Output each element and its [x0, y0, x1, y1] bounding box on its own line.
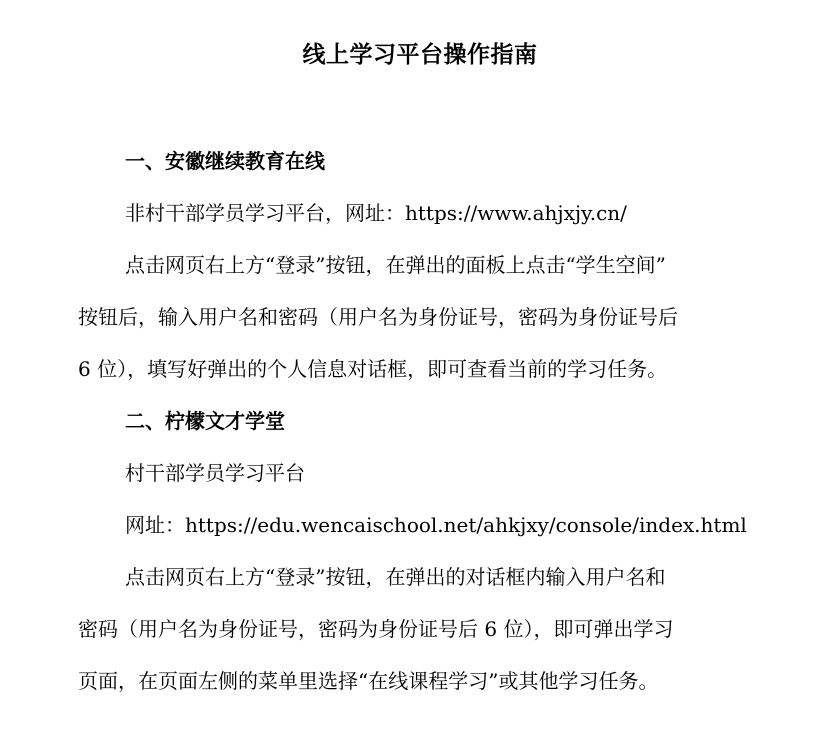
section-heading-wencai: 二、柠檬文才学堂	[125, 409, 285, 433]
paragraph-line: 密码（用户名为身份证号，密码为身份证号后 6 位），即可弹出学习	[78, 617, 674, 641]
paragraph-line: 6 位），填写好弹出的个人信息对话框，即可查看当前的学习任务。	[78, 357, 668, 381]
paragraph-line: 页面，在页面左侧的菜单里选择“在线课程学习”或其他学习任务。	[78, 669, 659, 693]
paragraph-line: 网址：https://edu.wencaischool.net/ahkjxy/console/index.html	[125, 513, 747, 537]
paragraph-line: 非村干部学员学习平台，网址：https://www.ahjxjy.cn/	[125, 201, 627, 225]
paragraph-line: 按钮后，输入用户名和密码（用户名为身份证号，密码为身份证号后	[78, 305, 678, 329]
document-title: 线上学习平台操作指南	[302, 42, 538, 68]
paragraph-line: 点击网页右上方“登录”按钮，在弹出的对话框内输入用户名和	[125, 565, 666, 589]
paragraph-line: 点击网页右上方“登录”按钮，在弹出的面板上点击“学生空间”	[125, 253, 666, 277]
section-heading-ahjxjy: 一、安徽继续教育在线	[125, 149, 325, 173]
paragraph-line: 村干部学员学习平台	[125, 461, 305, 485]
